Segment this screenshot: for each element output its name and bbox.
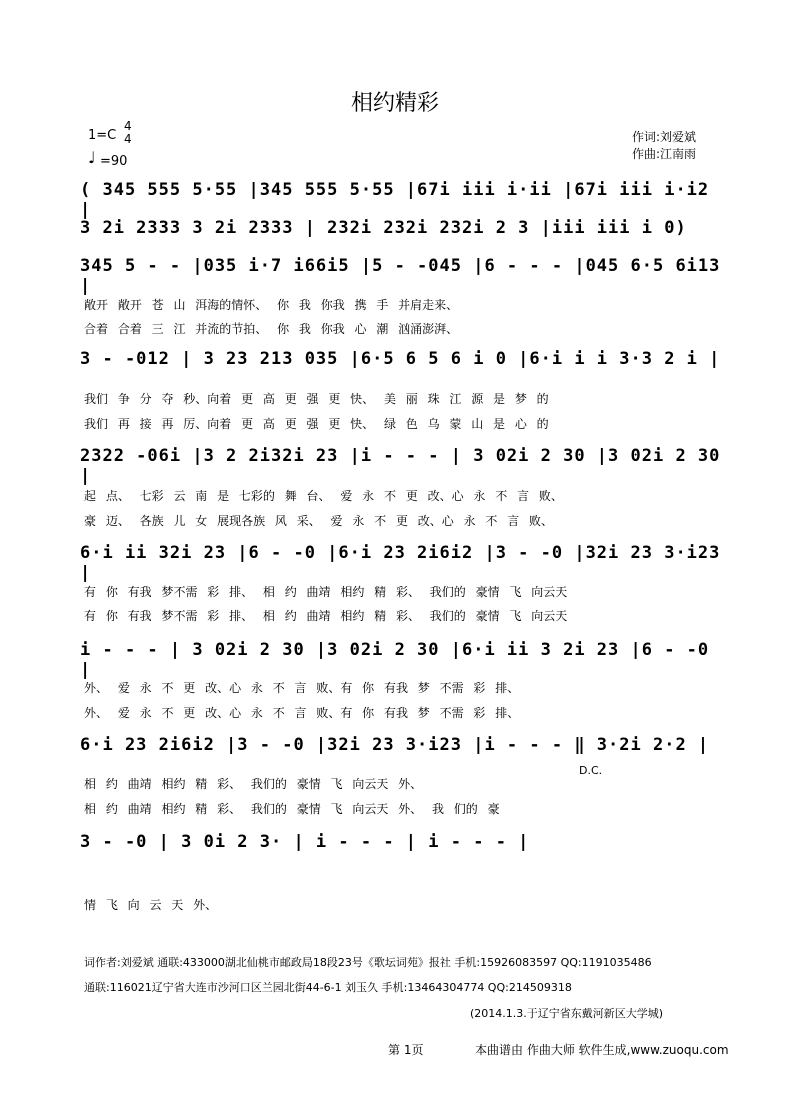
lyric-line: 外、 爱 永 不 更 改、心 永 不 言 败、有 你 有我 梦 不需 彩 排、 [84, 681, 520, 695]
lyric-line: 有 你 有我 梦不需 彩 排、 相 约 曲靖 相约 精 彩、 我们的 豪情 飞 向云天 [84, 585, 568, 599]
notation-line-8 [80, 735, 730, 765]
lyric-line: 相 约 曲靖 相约 精 彩、 我们的 豪情 飞 向云天 外、 [84, 777, 423, 791]
lyric-line: 相 约 曲靖 相约 精 彩、 我们的 豪情 飞 向云天 外、 我 们的 豪 [84, 802, 500, 816]
notes: 6·i ii 32i 23 |6 - -0 |6·i 23 2i6i2 |3 - -0 |32i 23 3·i23 | [80, 543, 721, 583]
lyric-line: 有 你 有我 梦不需 彩 排、 相 约 曲靖 相约 精 彩、 我们的 豪情 飞 向云天 [84, 609, 568, 623]
notation-line-7 [80, 640, 730, 680]
time-signature [124, 120, 132, 146]
lyric-line: 敞开 敞开 苍 山 洱海的情怀、 你 我 你我 携 手 并肩走来、 [84, 298, 459, 312]
footer-contact-1: 词作者:刘爱斌 通联:433000湖北仙桃市邮政局18段23号《歌坛词苑》报社 手机:15926083597 QQ:1191035486 [84, 956, 652, 969]
notes: i - - - | 3 02i 2 30 |3 02i 2 30 |6·i ii 3 2i 23 |6 - -0 | [80, 640, 710, 680]
lyric-line: 我们 再 接 再 厉、向着 更 高 更 强 更 快、 绿 色 乌 蒙 山 是 心 的 [84, 417, 549, 431]
notes: 345 5 - - |035 i·7 i66i5 |5 - -045 |6 - - - |045 6·5 6i13 | [80, 256, 721, 296]
quarter-note-icon: ♩ [88, 148, 96, 167]
footer-contact-2: 通联:116021辽宁省大连市沙河口区兰园北街44-6-1 刘玉久 手机:13464304774 QQ:214509318 [84, 981, 572, 994]
footer-date: (2014.1.3.于辽宁省东戴河新区大学城) [470, 1007, 664, 1020]
notation-line-3 [80, 256, 730, 296]
time-signature-bottom: 4 [124, 132, 132, 146]
notes: 2322 -06i |3 2 2i32i 23 |i - - - | 3 02i 2 30 |3 02i 2 30 | [80, 446, 721, 486]
lyric-line: 豪 迈、 各族 儿 女 展现各族 风 采、 爱 永 不 更 改、心 永 不 言 败、 [84, 514, 554, 528]
notes: 3 2i 2333 3 2i 2333 | 232i 232i 232i 2 3 |iii iii i 0) [80, 218, 687, 238]
notes: ( 345 555 5·55 |345 555 5·55 |67i iii i·ii |67i iii i·i2 | [80, 180, 710, 220]
notation-line-5 [80, 446, 730, 486]
tempo-mark: =90 [100, 154, 128, 169]
key-signature: 1=C [88, 128, 117, 143]
dc-mark: D.C. [579, 764, 603, 777]
page-number: 第 1页 [388, 1043, 424, 1057]
notation-line-9 [80, 832, 730, 862]
notation-line-6 [80, 543, 730, 583]
lyric-line: 我们 争 分 夺 秒、向着 更 高 更 强 更 快、 美 丽 珠 江 源 是 梦 的 [84, 392, 549, 406]
notes: 3 - -0 | 3 0i 2 3· | i - - - | i - - - | [80, 832, 530, 852]
song-title: 相约精彩 [350, 91, 439, 116]
lyric-line: 合着 合着 三 江 并流的节拍、 你 我 你我 心 潮 汹涌澎湃、 [84, 322, 459, 336]
lyric-line: 起 点、 七彩 云 南 是 七彩的 舞 台、 爱 永 不 更 改、心 永 不 言 败、 [84, 489, 563, 503]
lyricist-credit: 作词:刘爱斌 [632, 130, 697, 144]
lyric-line: 外、 爱 永 不 更 改、心 永 不 言 败、有 你 有我 梦 不需 彩 排、 [84, 706, 520, 720]
time-signature-top: 4 [124, 119, 132, 133]
notation-line-4 [80, 349, 730, 379]
notation-line-2 [80, 218, 730, 248]
notes: 3 - -012 | 3 23 213 035 |6·5 6 5 6 i 0 |6·i i i 3·3 2 i | [80, 349, 721, 369]
software-credit: 本曲谱由 作曲大师 软件生成,www.zuoqu.com [475, 1043, 729, 1057]
lyric-line: 情 飞 向 云 天 外、 [84, 898, 218, 912]
notes: 6·i 23 2i6i2 |3 - -0 |32i 23 3·i23 |i - - - ‖ 3·2i 2·2 | [80, 735, 710, 755]
notation-line-1 [80, 180, 730, 220]
composer-credit: 作曲:江南雨 [632, 147, 697, 161]
